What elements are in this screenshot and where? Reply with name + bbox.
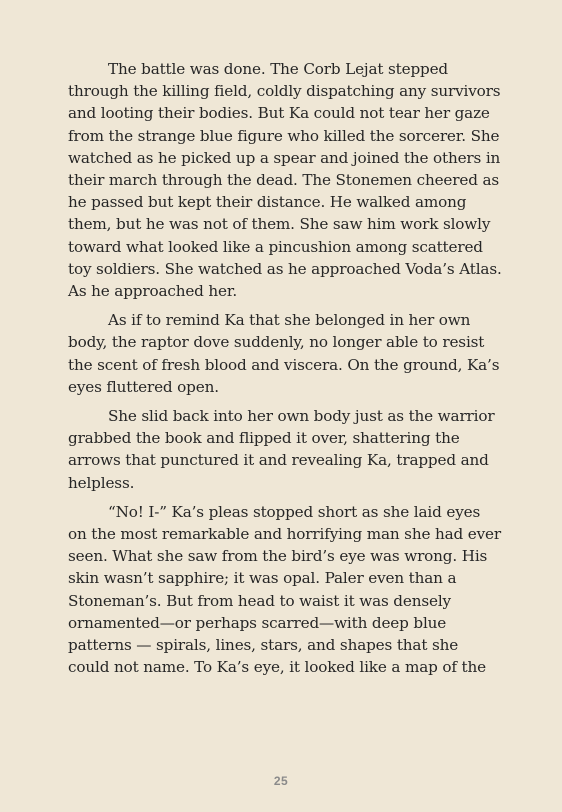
paragraph: The battle was done. The Corb Lejat stepped through the killing field, coldly dispatching any survivors and looting their bodies. But Ka could not tear her gaze from the strange blue figure who killed the sorcerer. She watched as he picked up a spear and joined the others in their march through the dead. The Stonemen cheered as he passed but kept their distance. He walked among them, but he was not of them. She saw him work slowly toward what looked like a pincushion among scattered toy soldiers. She watched as he approached Voda’s Atlas. As he approached her. [68,60,502,301]
paragraph: She slid back into her own body just as the warrior grabbed the book and flipped it over, shattering the arrows that punctured it and revealing Ka, trapped and helpless. [68,407,495,492]
paragraph: As if to remind Ka that she belonged in her own body, the raptor dove suddenly, no longer able to resist the scent of fresh blood and viscera. On the ground, Ka’s eyes fluttered open. [68,311,500,396]
body-text [68,58,502,685]
page-number: 25 [273,774,289,788]
paragraph: “No! I-” Ka’s pleas stopped short as she laid eyes on the most remarkable and horrifying man she had ever seen. What she saw from the bird’s eye was wrong. His skin wasn’t sapphire; it was opal. Paler even than a Stoneman’s. But from head to waist it was densely ornamented—or perhaps scarred—with deep blue patterns — spirals, lines, stars, and shapes that she could not name. To Ka’s eye, it looked like a map of the [68,502,501,677]
